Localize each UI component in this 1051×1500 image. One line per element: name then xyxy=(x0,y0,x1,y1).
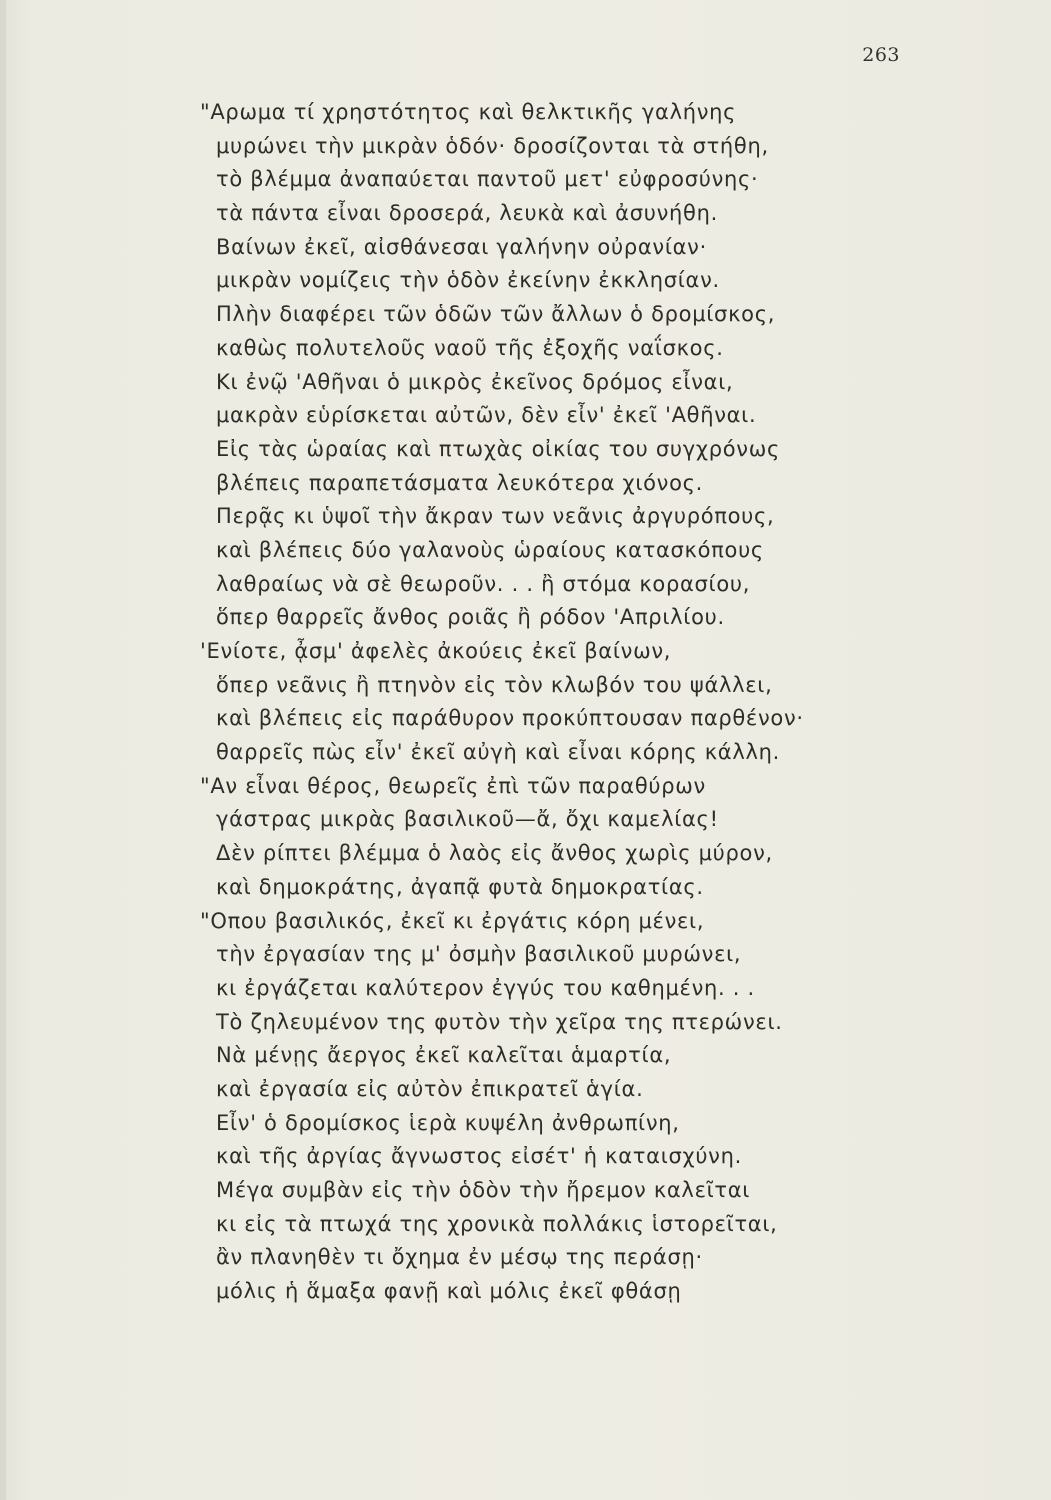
poem-line: Περᾷς κι ὑψοῖ τὴν ἄκραν των νεᾶνις ἀργυρόπους, xyxy=(216,504,775,529)
poem-line: κι ἐργάζεται καλύτερον ἐγγύς του καθημένη. . . xyxy=(216,975,755,1000)
poem-line: "Αρωμα τί χρηστότητος καὶ θελκτικῆς γαλήνης xyxy=(200,100,737,124)
poem-line: Βαίνων ἐκεῖ, αἰσθάνεσαι γαλήνην οὐρανίαν· xyxy=(216,234,707,259)
poem-line: λαθραίως νὰ σὲ θεωροῦν. . . ἢ στόμα κορασίου, xyxy=(216,571,751,596)
poem-line: Μέγα συμβὰν εἰς τὴν ὁδὸν τὴν ἤρεμον καλεῖται xyxy=(216,1178,751,1202)
poem-line: 'Ενίοτε, ᾆσμ' ἀφελὲς ἀκούεις ἐκεῖ βαίνων, xyxy=(200,639,672,663)
poem-line: καὶ δημοκράτης, ἀγαπᾷ φυτὰ δημοκρατίας. xyxy=(216,874,704,899)
poem-line: Νὰ μένῃς ἄεργος ἐκεῖ καλεῖται ἁμαρτία, xyxy=(216,1043,672,1068)
poem-line: καὶ βλέπεις εἰς παράθυρον προκύπτουσαν παρθένον· xyxy=(216,706,804,731)
poem-line: κι εἰς τὰ πτωχά της χρονικὰ πολλάκις ἱστορεῖται, xyxy=(216,1211,778,1236)
poem-line: καὶ βλέπεις δύο γαλανοὺς ὡραίους κατασκόπους xyxy=(216,537,764,562)
poem-line: μόλις ἡ ἅμαξα φανῇ καὶ μόλις ἐκεῖ φθάσῃ xyxy=(216,1279,682,1304)
poem-line: "Αν εἶναι θέρος, θεωρεῖς ἐπὶ τῶν παραθύρων xyxy=(200,773,706,798)
poem-line: μακρὰν εὑρίσκεται αὐτῶν, δὲν εἶν' ἐκεῖ 'Αθῆναι. xyxy=(216,403,757,428)
poem-line: Δὲν ρίπτει βλέμμα ὁ λαὸς εἰς ἄνθος χωρὶς μύρον, xyxy=(216,841,773,866)
poem-line: Εἰς τὰς ὡραίας καὶ πτωχὰς οἰκίας του συγχρόνως xyxy=(216,436,781,461)
poem-line: μικρὰν νομίζεις τὴν ὁδὸν ἐκείνην ἐκκλησίαν. xyxy=(216,268,720,293)
poem-line: Εἶν' ὁ δρομίσκος ἱερὰ κυψέλη ἀνθρωπίνη, xyxy=(216,1110,680,1135)
poem-line: καὶ τῆς ἀργίας ἄγνωστος εἰσέτ' ἡ καταισχύνη. xyxy=(216,1144,743,1169)
poem-line: Κι ἐνῷ 'Αθῆναι ὁ μικρὸς ἐκεῖνος δρόμος εἶναι, xyxy=(216,369,734,394)
poem-line: ὅπερ θαρρεῖς ἄνθος ροιᾶς ἢ ρόδον 'Απριλίου. xyxy=(216,605,725,630)
poem-line: Τὸ ζηλευμένον της φυτὸν τὴν χεῖρα της πτερώνει. xyxy=(216,1009,783,1034)
poem-line: βλέπεις παραπετάσματα λευκότερα χιόνος. xyxy=(216,470,704,495)
page-binding-edge xyxy=(0,0,6,1500)
poem-line: ὅπερ νεᾶνις ἢ πτηνὸν εἰς τὸν κλωβόν του ψάλλει, xyxy=(216,672,773,697)
poem-line: "Οπου βασιλικός, ἐκεῖ κι ἐργάτις κόρη μένει, xyxy=(200,908,705,933)
poem-line: μυρώνει τὴν μικρὰν ὁδόν· δροσίζονται τὰ στήθη, xyxy=(216,133,769,158)
poem-line: ἂν πλανηθὲν τι ὄχημα ἐν μέσῳ της περάσῃ· xyxy=(216,1245,703,1270)
poem-line: Πλὴν διαφέρει τῶν ὁδῶν τῶν ἄλλων ὁ δρομίσκος, xyxy=(216,302,776,327)
poem-line: γάστρας μικρὰς βασιλικοῦ—ἄ, ὄχι καμελίας! xyxy=(216,807,719,832)
poem-line: θαρρεῖς πὼς εἶν' ἐκεῖ αὐγὴ καὶ εἶναι κόρης κάλλη. xyxy=(216,740,780,765)
poem-line: τὸ βλέμμα ἀναπαύεται παντοῦ μετ' εὐφροσύνης· xyxy=(216,167,759,192)
poem-line: καθὼς πολυτελοῦς ναοῦ τῆς ἐξοχῆς ναΐσκος. xyxy=(216,335,724,360)
poem-line: τὰ πάντα εἶναι δροσερά, λευκὰ καὶ ἀσυνήθη. xyxy=(216,201,718,226)
poem-line: καὶ ἐργασία εἰς αὐτὸν ἐπικρατεῖ ἁγία. xyxy=(216,1076,644,1101)
poem-text xyxy=(200,96,920,1309)
page-number: 263 xyxy=(862,44,900,66)
poem-line: τὴν ἐργασίαν της μ' ὀσμὴν βασιλικοῦ μυρώνει, xyxy=(216,942,742,967)
